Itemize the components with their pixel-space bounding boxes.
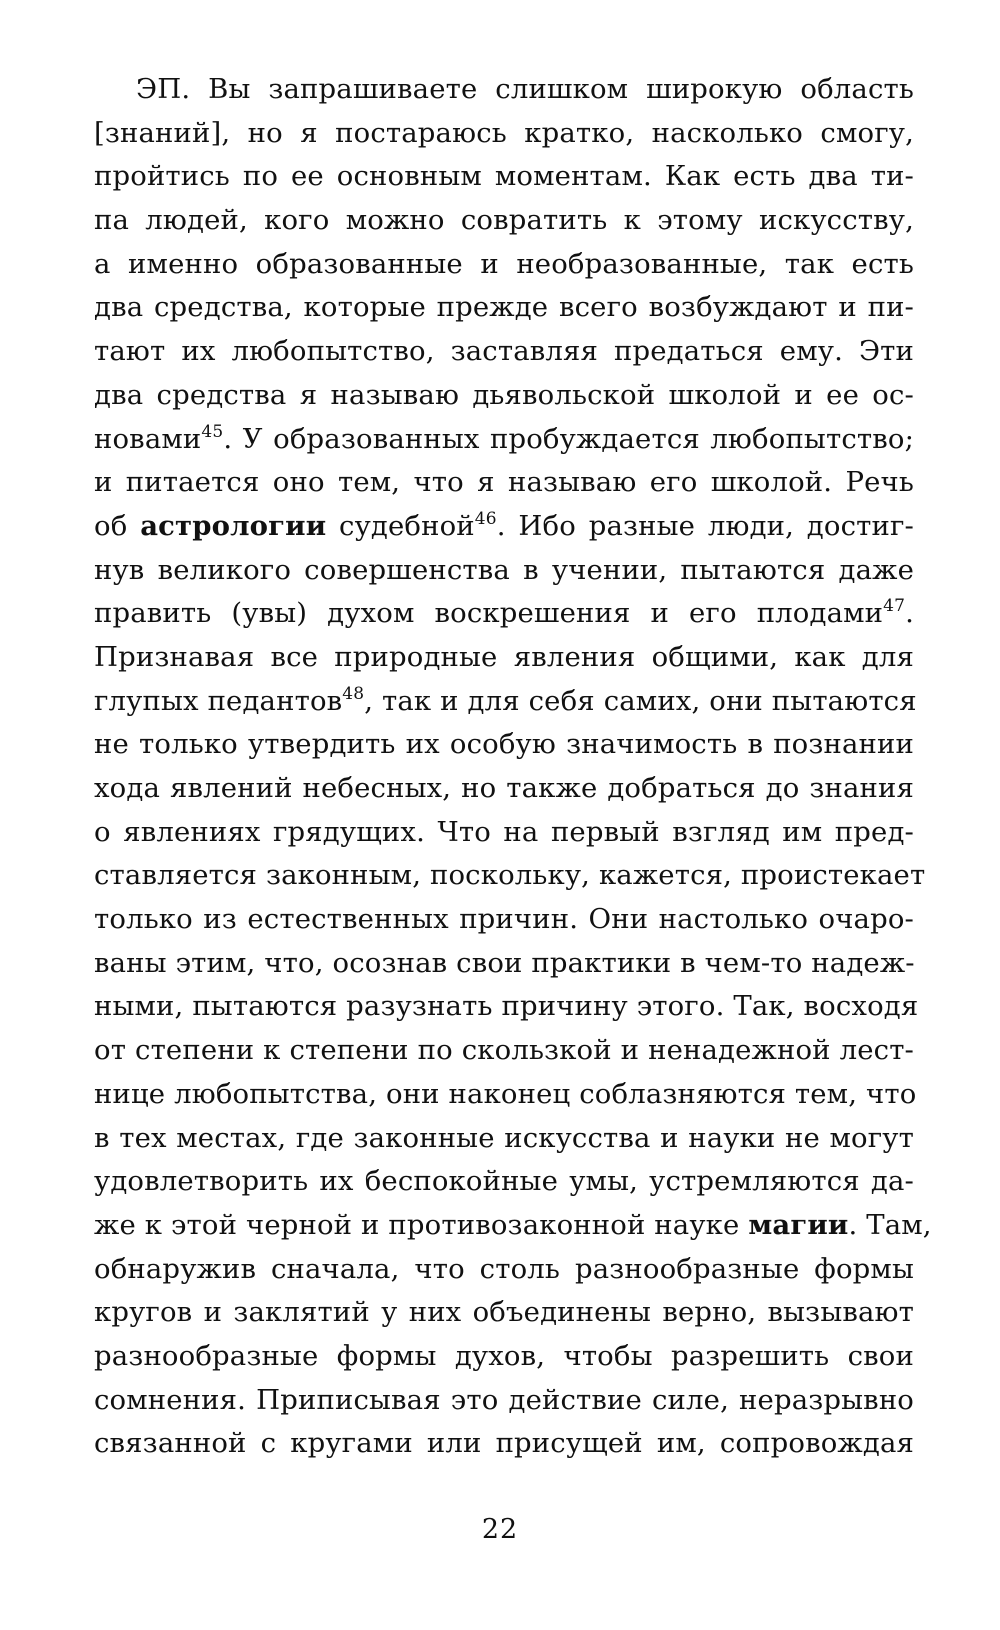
text-segment: . Там, bbox=[848, 1208, 932, 1241]
text-line: и питается оно тем, что я называю его школой. Речь bbox=[94, 466, 914, 499]
text-line: нице любопытства, они наконец соблазняются тем, что bbox=[94, 1077, 917, 1110]
page-number: 22 bbox=[481, 1514, 519, 1545]
text-line: нув великого совершенства в учении, пытаются даже bbox=[94, 553, 914, 586]
text-line: два средства, которые прежде всего возбуждают и пи- bbox=[94, 291, 914, 324]
text-segment: . У образованных пробуждается любопытство; bbox=[223, 422, 914, 455]
text-line: а именно образованные и необразованные, так есть bbox=[94, 247, 914, 280]
text-line bbox=[94, 418, 914, 462]
text-line: в тех местах, где законные искусства и науки не могут bbox=[94, 1121, 914, 1154]
text-line: тают их любопытство, заставляя предаться ему. Эти bbox=[94, 335, 914, 368]
text-line: па людей, кого можно совратить к этому искусству, bbox=[94, 204, 914, 237]
text-segment: новами bbox=[94, 422, 202, 455]
text-line: ставляется законным, поскольку, кажется, проистекает bbox=[94, 859, 926, 892]
footnote-ref-45[interactable]: 45 bbox=[201, 421, 224, 442]
main-text bbox=[94, 68, 932, 1466]
text-segment: судебной bbox=[326, 509, 475, 542]
bold-term-magic: магии bbox=[748, 1208, 849, 1241]
text-line: обнаружив сначала, что столь разнообразные формы bbox=[94, 1252, 914, 1285]
text-segment: об bbox=[94, 509, 141, 542]
text-segment: . Ибо разные люди, достиг- bbox=[496, 509, 914, 542]
text-segment: . bbox=[905, 597, 914, 630]
text-segment: править (увы) духом воскрешения и его плодами bbox=[94, 597, 884, 630]
text-line: хода явлений небесных, но также добраться до знания bbox=[94, 772, 914, 804]
text-line: только из естественных причин. Они настолько очаро- bbox=[94, 903, 914, 936]
text-line: два средства я называю дьявольской школой и ее ос- bbox=[94, 378, 914, 411]
text-line: связанной с кругами или присущей им, сопровождая bbox=[94, 1427, 914, 1460]
footnote-ref-46[interactable]: 46 bbox=[474, 508, 497, 529]
text-line bbox=[94, 592, 914, 636]
text-line bbox=[94, 1204, 932, 1248]
text-line: ваны этим, что, осознав свои практики в чем-то надеж- bbox=[94, 946, 915, 979]
text-segment: же к этой черной и противозаконной науке bbox=[94, 1208, 749, 1241]
text-line: не только утвердить их особую значимость в познании bbox=[94, 728, 914, 761]
text-segment: , так и для себя самих, они пытаются bbox=[364, 684, 917, 717]
text-line: сомнения. Приписывая это действие силе, неразрывно bbox=[94, 1383, 914, 1416]
text-line: кругов и заклятий у них объединены верно, вызывают bbox=[94, 1296, 914, 1329]
text-line bbox=[94, 680, 917, 724]
text-line: ЭП. Вы запрашиваете слишком широкую область bbox=[136, 73, 914, 105]
text-line: [знаний], но я постараюсь кратко, насколько смогу, bbox=[94, 116, 914, 149]
text-line: ными, пытаются разузнать причину этого. Так, восходя bbox=[94, 990, 919, 1023]
text-line bbox=[94, 505, 914, 549]
text-line: пройтись по ее основным моментам. Как есть два ти- bbox=[94, 160, 914, 193]
footnote-ref-47[interactable]: 47 bbox=[883, 596, 906, 617]
text-line: о явлениях грядущих. Что на первый взгляд им пред- bbox=[94, 815, 914, 848]
bold-term-astrology: астрологии bbox=[140, 509, 327, 542]
text-line: от степени к степени по скользкой и ненадежной лест- bbox=[94, 1034, 914, 1067]
footnote-ref-48[interactable]: 48 bbox=[342, 683, 365, 704]
text-line: разнообразные формы духов, чтобы разрешить свои bbox=[94, 1339, 914, 1372]
text-segment: глупых педантов bbox=[94, 684, 343, 717]
text-line: удовлетворить их беспокойные умы, устремляются да- bbox=[94, 1165, 914, 1198]
text-line: Признавая все природные явления общими, как для bbox=[94, 640, 914, 673]
